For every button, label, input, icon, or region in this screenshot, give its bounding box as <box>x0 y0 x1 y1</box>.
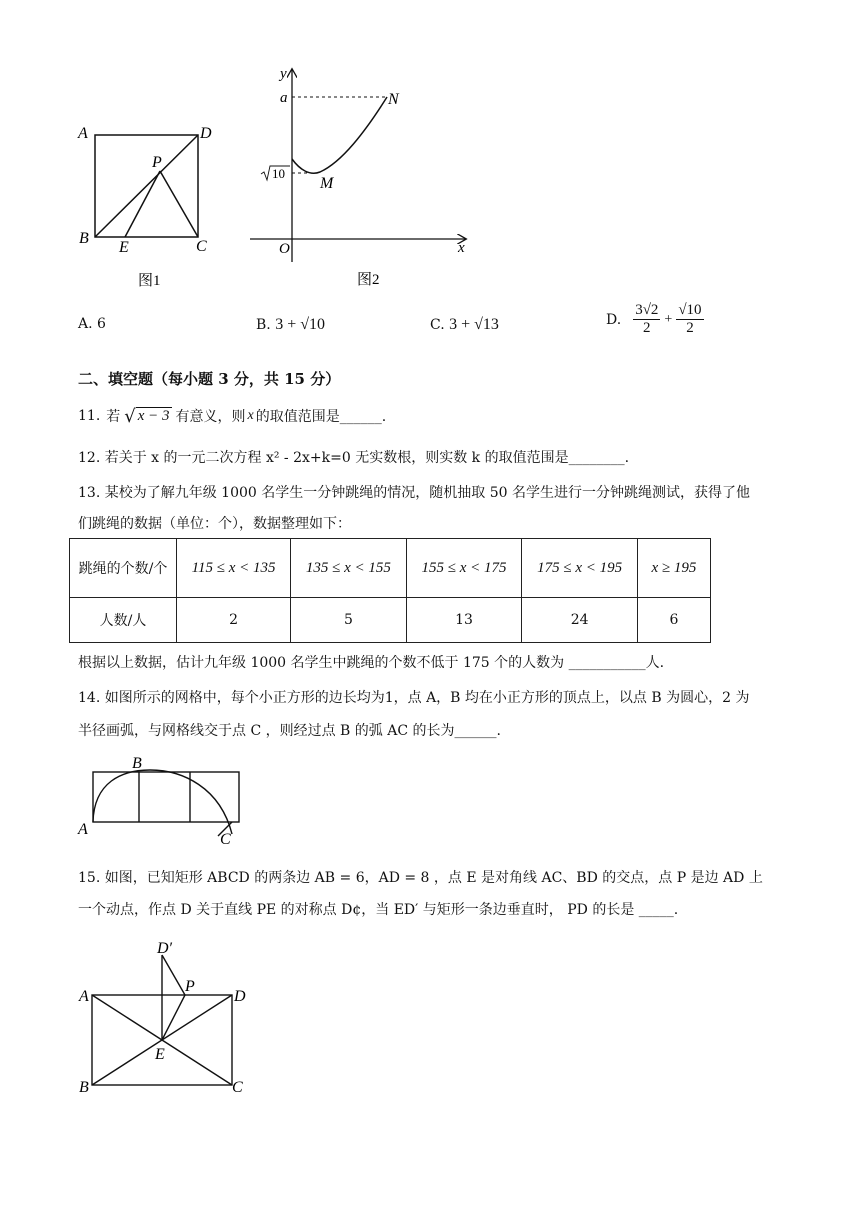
option-b[interactable] <box>256 316 325 334</box>
table-header-count: 跳绳的个数/个 <box>70 539 177 598</box>
q11-var: x <box>247 408 254 423</box>
option-d[interactable] <box>606 302 704 337</box>
fig1-label-c: C <box>196 238 207 255</box>
fig2-caption: 图2 <box>357 272 380 288</box>
fig1-label-d: D <box>200 125 212 142</box>
q11-answer-blank: 的取值范围是______. <box>255 409 387 425</box>
fig2-label-x: x <box>458 240 465 256</box>
frequency-table <box>69 538 711 643</box>
table-range-cell: 115 ≤ x < 135 <box>177 539 291 598</box>
question-13-line-2: 们跳绳的数据（单位：个），数据整理如下： <box>78 516 351 532</box>
option-d-fraction-2: $\frac{√10}{2}$ <box>678 302 702 336</box>
option-d-letter: D. <box>606 311 622 328</box>
question-14-line-2: 半径画弧，与网格线交于点 C ，则经过点 B 的弧 AC 的长为______. <box>78 723 501 739</box>
fig1-label-e: E <box>119 239 129 256</box>
table-count-cell: 6 <box>638 598 711 643</box>
table-count-cell: 2 <box>177 598 291 643</box>
option-c[interactable] <box>430 316 499 334</box>
table-range-cell: 155 ≤ x < 175 <box>406 539 522 598</box>
fig2-label-n: N <box>388 91 399 108</box>
q15-label-e: E <box>155 1046 165 1063</box>
option-a-letter: A. <box>78 316 93 332</box>
question-12: 12. 若关于 x 的一元二次方程 x² - 2x+k=0 无实数根，则实数 k 的取值范围是________. <box>78 450 630 466</box>
figure-2 <box>250 62 480 292</box>
option-d-fraction-1: 3√2 2 <box>635 302 659 336</box>
q15-label-b: B <box>79 1079 89 1096</box>
option-a-text: 6 <box>97 316 106 332</box>
fig2-label-y: y <box>280 66 287 82</box>
q11-radical: √ x − 3 <box>124 406 170 427</box>
table-count-cell: 24 <box>522 598 638 643</box>
fig2-label-sqrt10: 10 <box>272 166 285 181</box>
fig1-caption: 图1 <box>138 273 161 289</box>
table-count-cell: 5 <box>291 598 407 643</box>
fig1-label-p: P <box>152 154 162 171</box>
fig2-label-a: a <box>280 90 288 106</box>
question-15-line-1: 15. 如图，已知矩形 ABCD 的两条边 AB = 6，AD = 8 ，点 E 是对角线 AC、BD 的交点，点 P 是边 AD 上 <box>78 870 763 886</box>
q14-label-b: B <box>132 755 142 772</box>
section-title: 二、填空题（每小题 3 分，共 15 分） <box>78 370 341 388</box>
q11-post: 有意义，则 <box>175 409 246 425</box>
figure-1 <box>70 115 230 290</box>
table-range-cell: 175 ≤ x < 195 <box>522 539 638 598</box>
q14-label-a: A <box>78 821 88 838</box>
option-c-text: 3 + √13 <box>449 316 499 333</box>
q15-label-c: C <box>232 1079 243 1096</box>
fig1-label-b: B <box>79 230 89 247</box>
q11-pre: 若 <box>106 409 121 425</box>
question-14-line-1: 14. 如图所示的网格中，每个小正方形的边长均为1，点 A，B 均在小正方形的顶点上，以点 B 为圆心，2 为 <box>78 690 750 706</box>
question-13-after: 根据以上数据，估计九年级 1000 名学生中跳绳的个数不低于 175 个的人数为 ___________人. <box>78 655 665 671</box>
option-d-plus: + <box>664 311 673 327</box>
table-range-cell: 135 ≤ x < 155 <box>291 539 407 598</box>
table-header-people: 人数/人 <box>70 598 177 643</box>
table-count-cell: 13 <box>406 598 522 643</box>
q15-label-dprime: D′ <box>157 940 173 957</box>
q11-number: 11. <box>78 408 101 424</box>
figure-q15 <box>75 935 265 1105</box>
option-c-letter: C. <box>430 317 445 333</box>
table-row <box>70 598 711 643</box>
question-13-line-1: 13. 某校为了解九年级 1000 名学生一分钟跳绳的情况，随机抽取 50 名学生进行一分钟跳绳测试，获得了他 <box>78 485 750 501</box>
q15-label-d: D <box>234 988 246 1005</box>
option-b-text: 3 + √10 <box>275 316 326 333</box>
fig2-label-m: M <box>320 175 334 192</box>
q14-label-c: C <box>220 831 231 847</box>
question-15-line-2: 一个动点，作点 D 关于直线 PE 的对称点 D¢，当 ED′ 与矩形一条边垂直时， PD 的长是 _____. <box>78 902 679 918</box>
option-a[interactable] <box>78 316 106 332</box>
q15-label-a: A <box>79 988 89 1005</box>
figure-q14 <box>72 752 252 847</box>
fig1-label-a: A <box>78 125 88 142</box>
table-row <box>70 539 711 598</box>
table-range-cell: x ≥ 195 <box>638 539 711 598</box>
q15-label-p: P <box>185 978 195 995</box>
fig2-label-o: O <box>279 241 290 257</box>
option-b-letter: B. <box>256 317 271 333</box>
question-11 <box>78 406 386 426</box>
